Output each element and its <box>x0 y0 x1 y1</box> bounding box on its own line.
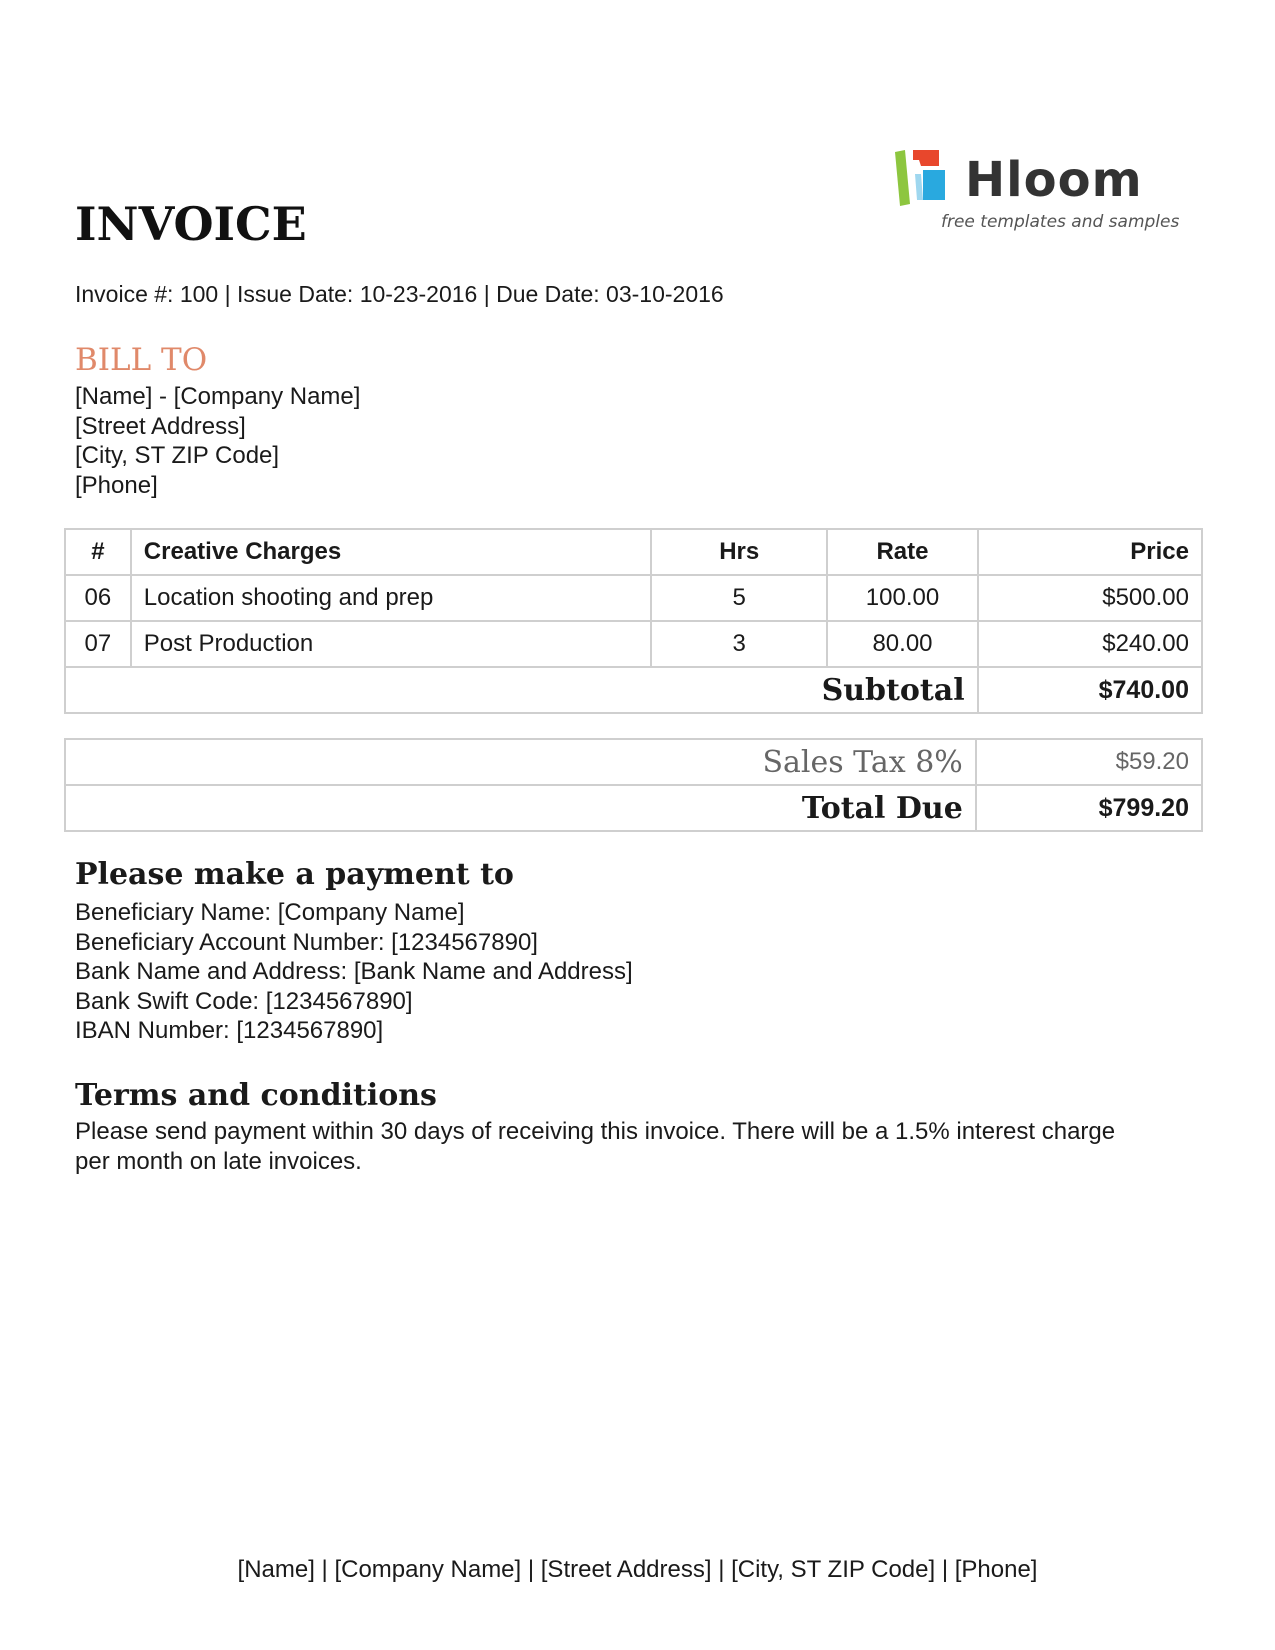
item-price: $240.00 <box>978 621 1202 667</box>
line-items-table <box>64 528 1203 714</box>
item-rate: 100.00 <box>827 575 977 621</box>
total-due-label: Total Due <box>65 785 976 831</box>
total-due-value: $799.20 <box>976 785 1202 831</box>
sales-tax-value: $59.20 <box>976 739 1202 785</box>
item-description: Location shooting and prep <box>131 575 651 621</box>
logo-tagline: free templates and samples <box>941 212 1180 232</box>
table-row <box>65 575 1202 621</box>
subtotal-label: Subtotal <box>65 667 978 713</box>
header-num: # <box>65 529 131 575</box>
invoice-meta: Invoice #: 100 | Issue Date: 10-23-2016 | Due Date: 03-10-2016 <box>75 281 724 307</box>
payment-line: Bank Name and Address: [Bank Name and Address] <box>75 958 633 985</box>
bill-to-line: [Phone] <box>75 471 158 499</box>
hloom-logo-icon <box>893 148 961 212</box>
bill-to-heading: BILL TO <box>75 342 208 378</box>
bill-to-line: [City, ST ZIP Code] <box>75 442 280 469</box>
hloom-logo <box>893 146 1183 236</box>
logo-wordmark: Hloom <box>965 152 1143 208</box>
invoice-title: INVOICE <box>75 197 307 251</box>
total-due-row <box>65 785 1202 831</box>
item-num: 07 <box>65 621 131 667</box>
bill-to-address <box>75 382 360 500</box>
payment-details <box>75 898 633 1046</box>
payment-line: Beneficiary Name: [Company Name] <box>75 899 465 926</box>
header-hrs: Hrs <box>651 529 827 575</box>
header-creative-charges: Creative Charges <box>131 529 651 575</box>
payment-line: Bank Swift Code: [1234567890] <box>75 987 413 1015</box>
bill-to-line: [Street Address] <box>75 412 246 440</box>
payment-line: Beneficiary Account Number: [1234567890] <box>75 928 538 956</box>
payment-line: IBAN Number: [1234567890] <box>75 1017 384 1044</box>
terms-heading: Terms and conditions <box>75 1078 437 1113</box>
item-num: 06 <box>65 575 131 621</box>
sales-tax-row <box>65 739 1202 785</box>
header-price: Price <box>978 529 1202 575</box>
terms-text: Please send payment within 30 days of receiving this invoice. There will be a 1.5% interest charge per month on late invoices. <box>75 1118 1116 1175</box>
table-header-row <box>65 529 1202 575</box>
item-price: $500.00 <box>978 575 1202 621</box>
footer-contact: [Name] | [Company Name] | [Street Address] | [City, ST ZIP Code] | [Phone] <box>237 1556 1038 1583</box>
item-hrs: 3 <box>651 621 827 667</box>
totals-table <box>64 738 1203 832</box>
item-description: Post Production <box>131 621 651 667</box>
item-rate: 80.00 <box>827 621 977 667</box>
item-hrs: 5 <box>651 575 827 621</box>
subtotal-row <box>65 667 1202 713</box>
table-row <box>65 621 1202 667</box>
header-rate: Rate <box>827 529 977 575</box>
bill-to-line: [Name] - [Company Name] <box>75 383 361 410</box>
sales-tax-label: Sales Tax 8% <box>65 739 976 785</box>
payment-heading: Please make a payment to <box>75 857 514 892</box>
subtotal-value: $740.00 <box>978 667 1202 713</box>
